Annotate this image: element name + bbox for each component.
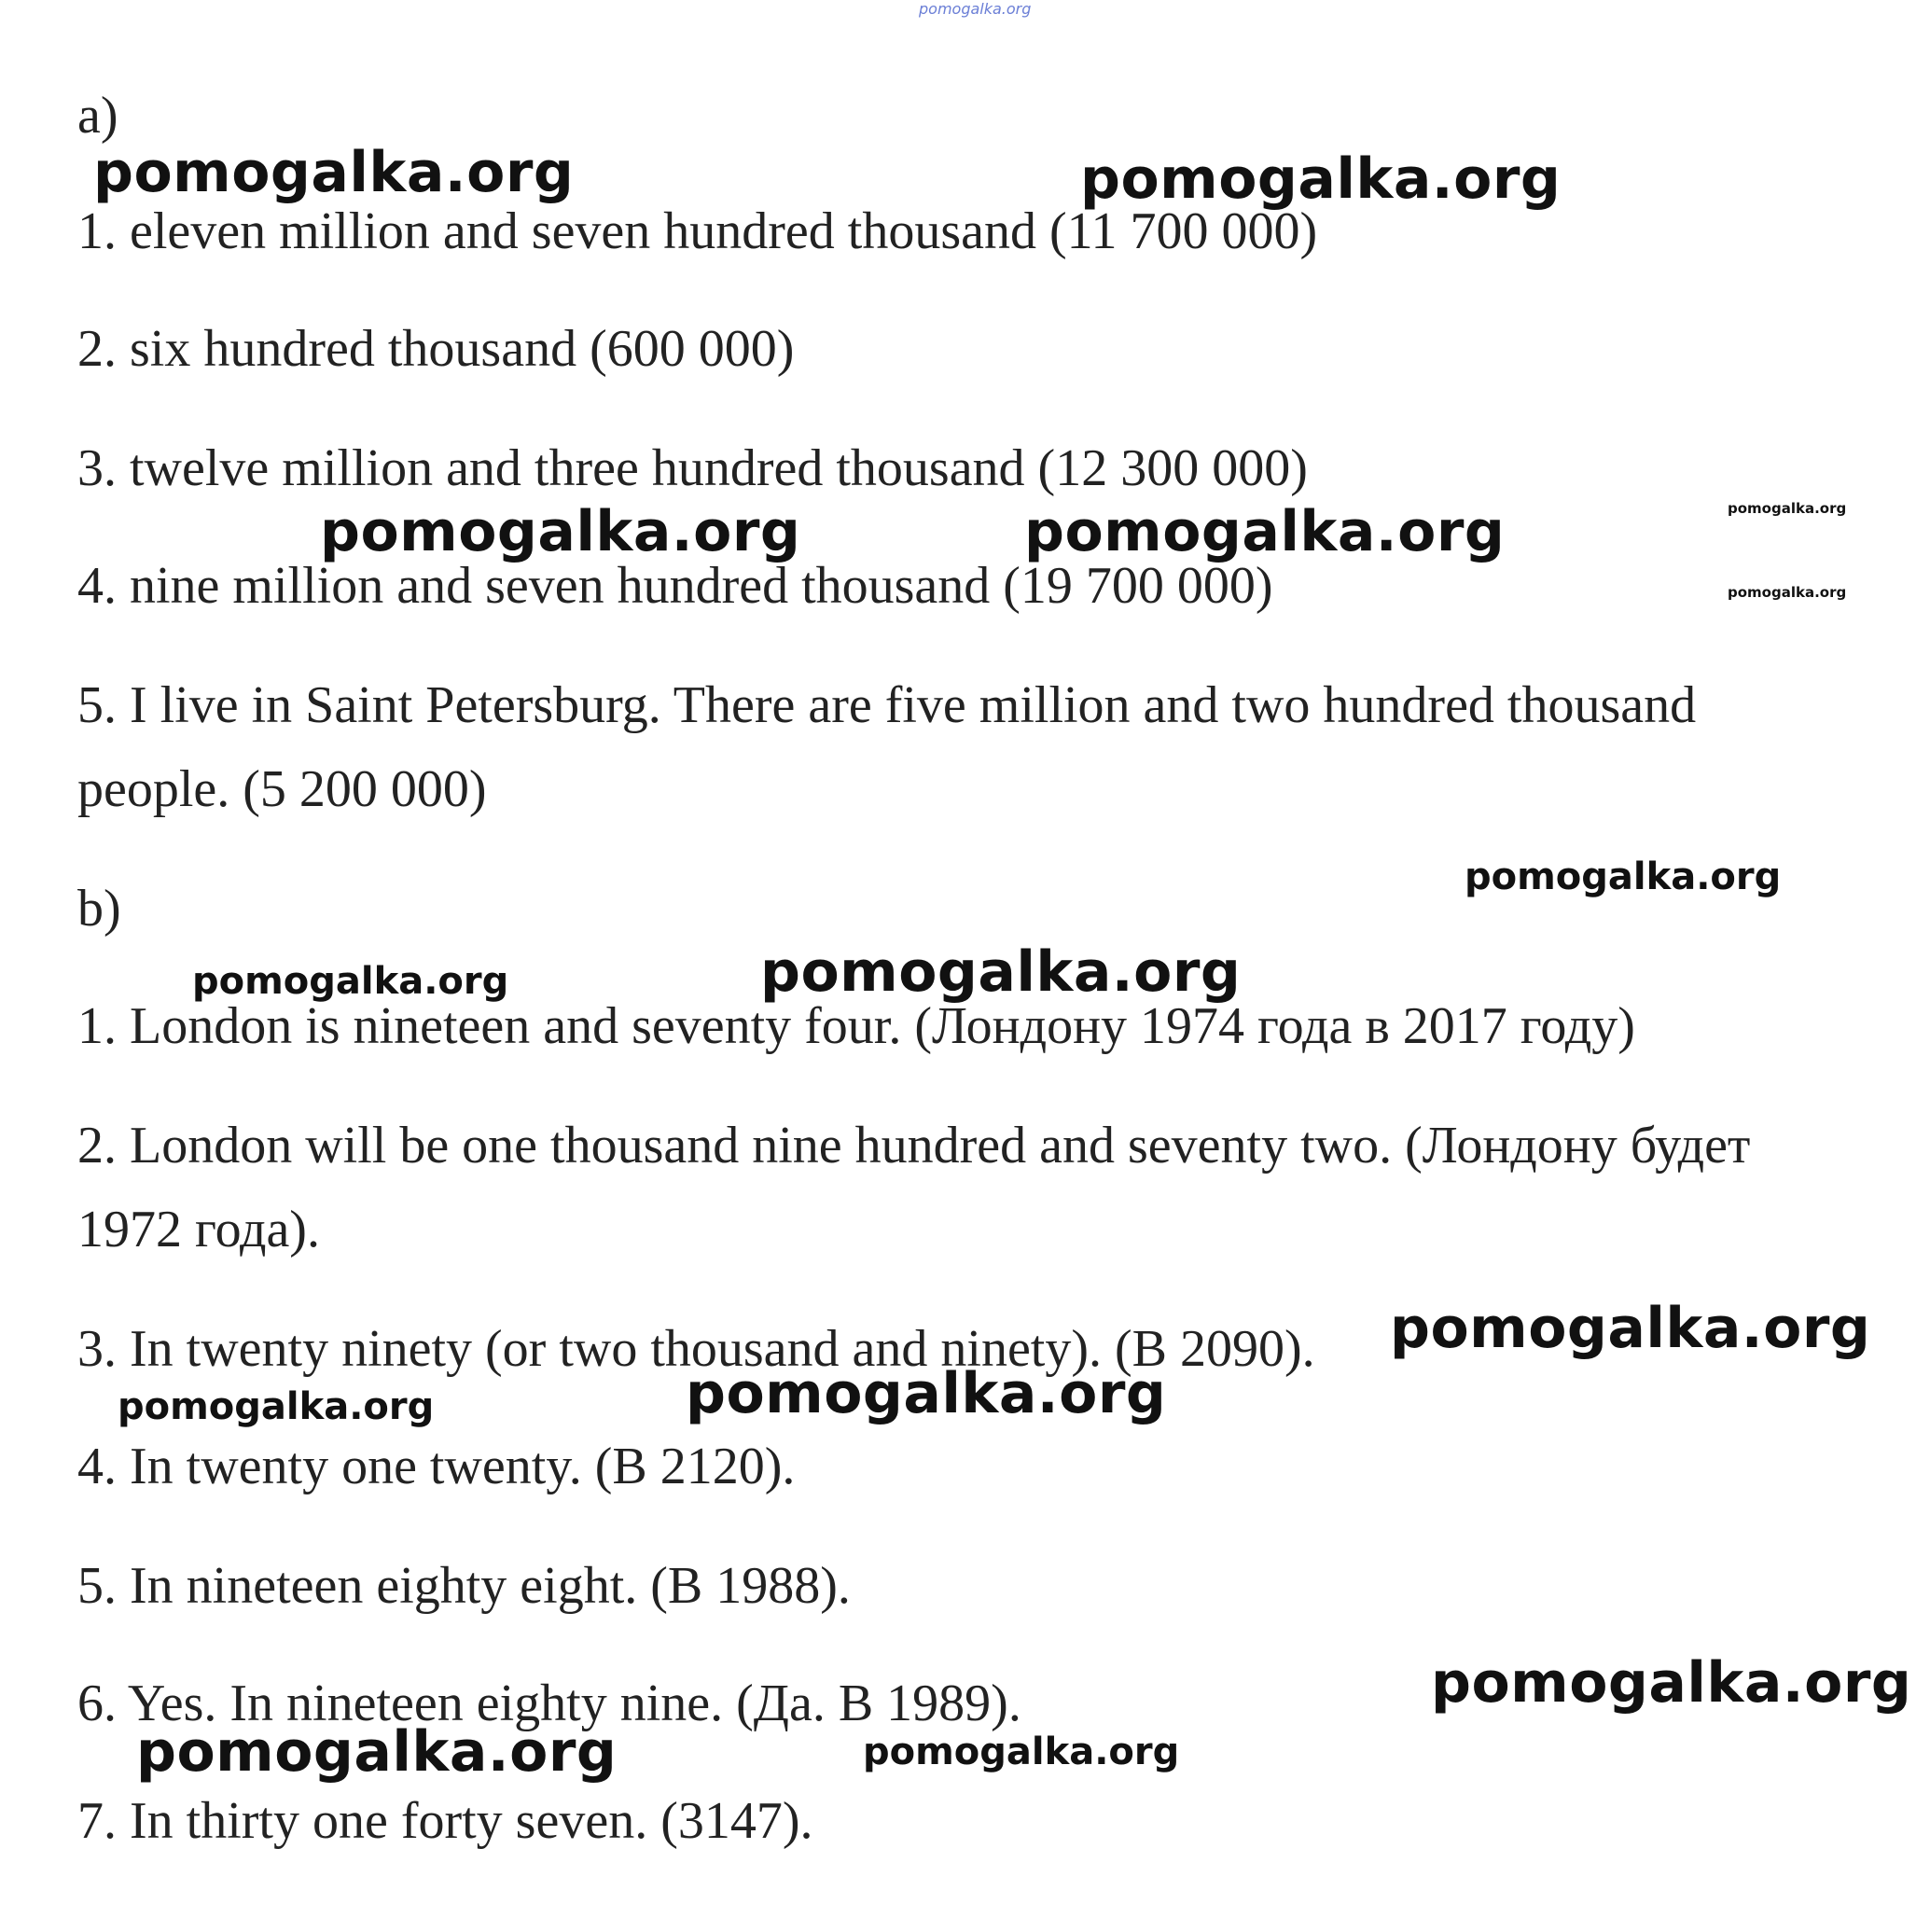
watermark: pomogalka.org	[93, 140, 575, 205]
section-b-item-2-cont: 1972 года).	[77, 1201, 320, 1258]
section-b-item-2: 2. London will be one thousand nine hundred and seventy two. (Лондону будет	[77, 1117, 1751, 1174]
watermark: pomogalka.org	[1465, 855, 1782, 898]
watermark: pomogalka.org	[1728, 500, 1847, 517]
section-a-item-2: 2. six hundred thousand (600 000)	[77, 320, 795, 378]
section-a-item-3: 3. twelve million and three hundred thousand (12 300 000)	[77, 439, 1308, 497]
watermark: pomogalka.org	[320, 499, 801, 564]
section-b-item-1: 1. London is nineteen and seventy four. (Лондону 1974 года в 2017 году)	[77, 997, 1635, 1055]
watermark: pomogalka.org	[1728, 584, 1847, 601]
watermark: pomogalka.org	[686, 1361, 1167, 1426]
watermark: pomogalka.org	[118, 1385, 435, 1428]
watermark: pomogalka.org	[136, 1719, 618, 1785]
section-a-label: a)	[77, 87, 118, 145]
section-b-item-4: 4. In twenty one twenty. (В 2120).	[77, 1438, 796, 1495]
section-a-item-5: 5. I live in Saint Petersburg. There are five million and two hundred thousand	[77, 676, 1697, 734]
section-a-item-1: 1. eleven million and seven hundred thousand (11 700 000)	[77, 202, 1318, 260]
watermark: pomogalka.org	[1390, 1296, 1871, 1361]
section-b-item-7: 7. In thirty one forty seven. (3147).	[77, 1792, 813, 1850]
section-a-item-4: 4. nine million and seven hundred thousand (19 700 000)	[77, 557, 1273, 615]
watermark: pomogalka.org	[192, 960, 509, 1003]
section-b-item-5: 5. In nineteen eighty eight. (В 1988).	[77, 1557, 851, 1615]
section-b-item-6: 6. Yes. In nineteen eighty nine. (Да. В 1989).	[77, 1675, 1021, 1732]
watermark: pomogalka.org	[1080, 146, 1562, 212]
watermark: pomogalka.org	[1431, 1650, 1912, 1716]
section-a-item-5-cont: people. (5 200 000)	[77, 760, 487, 818]
watermark: pomogalka.org	[1024, 499, 1506, 564]
top-watermark: pomogalka.org	[919, 0, 1032, 18]
section-b-label: b)	[77, 880, 121, 938]
watermark: pomogalka.org	[863, 1730, 1180, 1773]
watermark: pomogalka.org	[760, 939, 1242, 1005]
section-b-item-3: 3. In twenty ninety (or two thousand and ninety). (В 2090).	[77, 1320, 1315, 1378]
